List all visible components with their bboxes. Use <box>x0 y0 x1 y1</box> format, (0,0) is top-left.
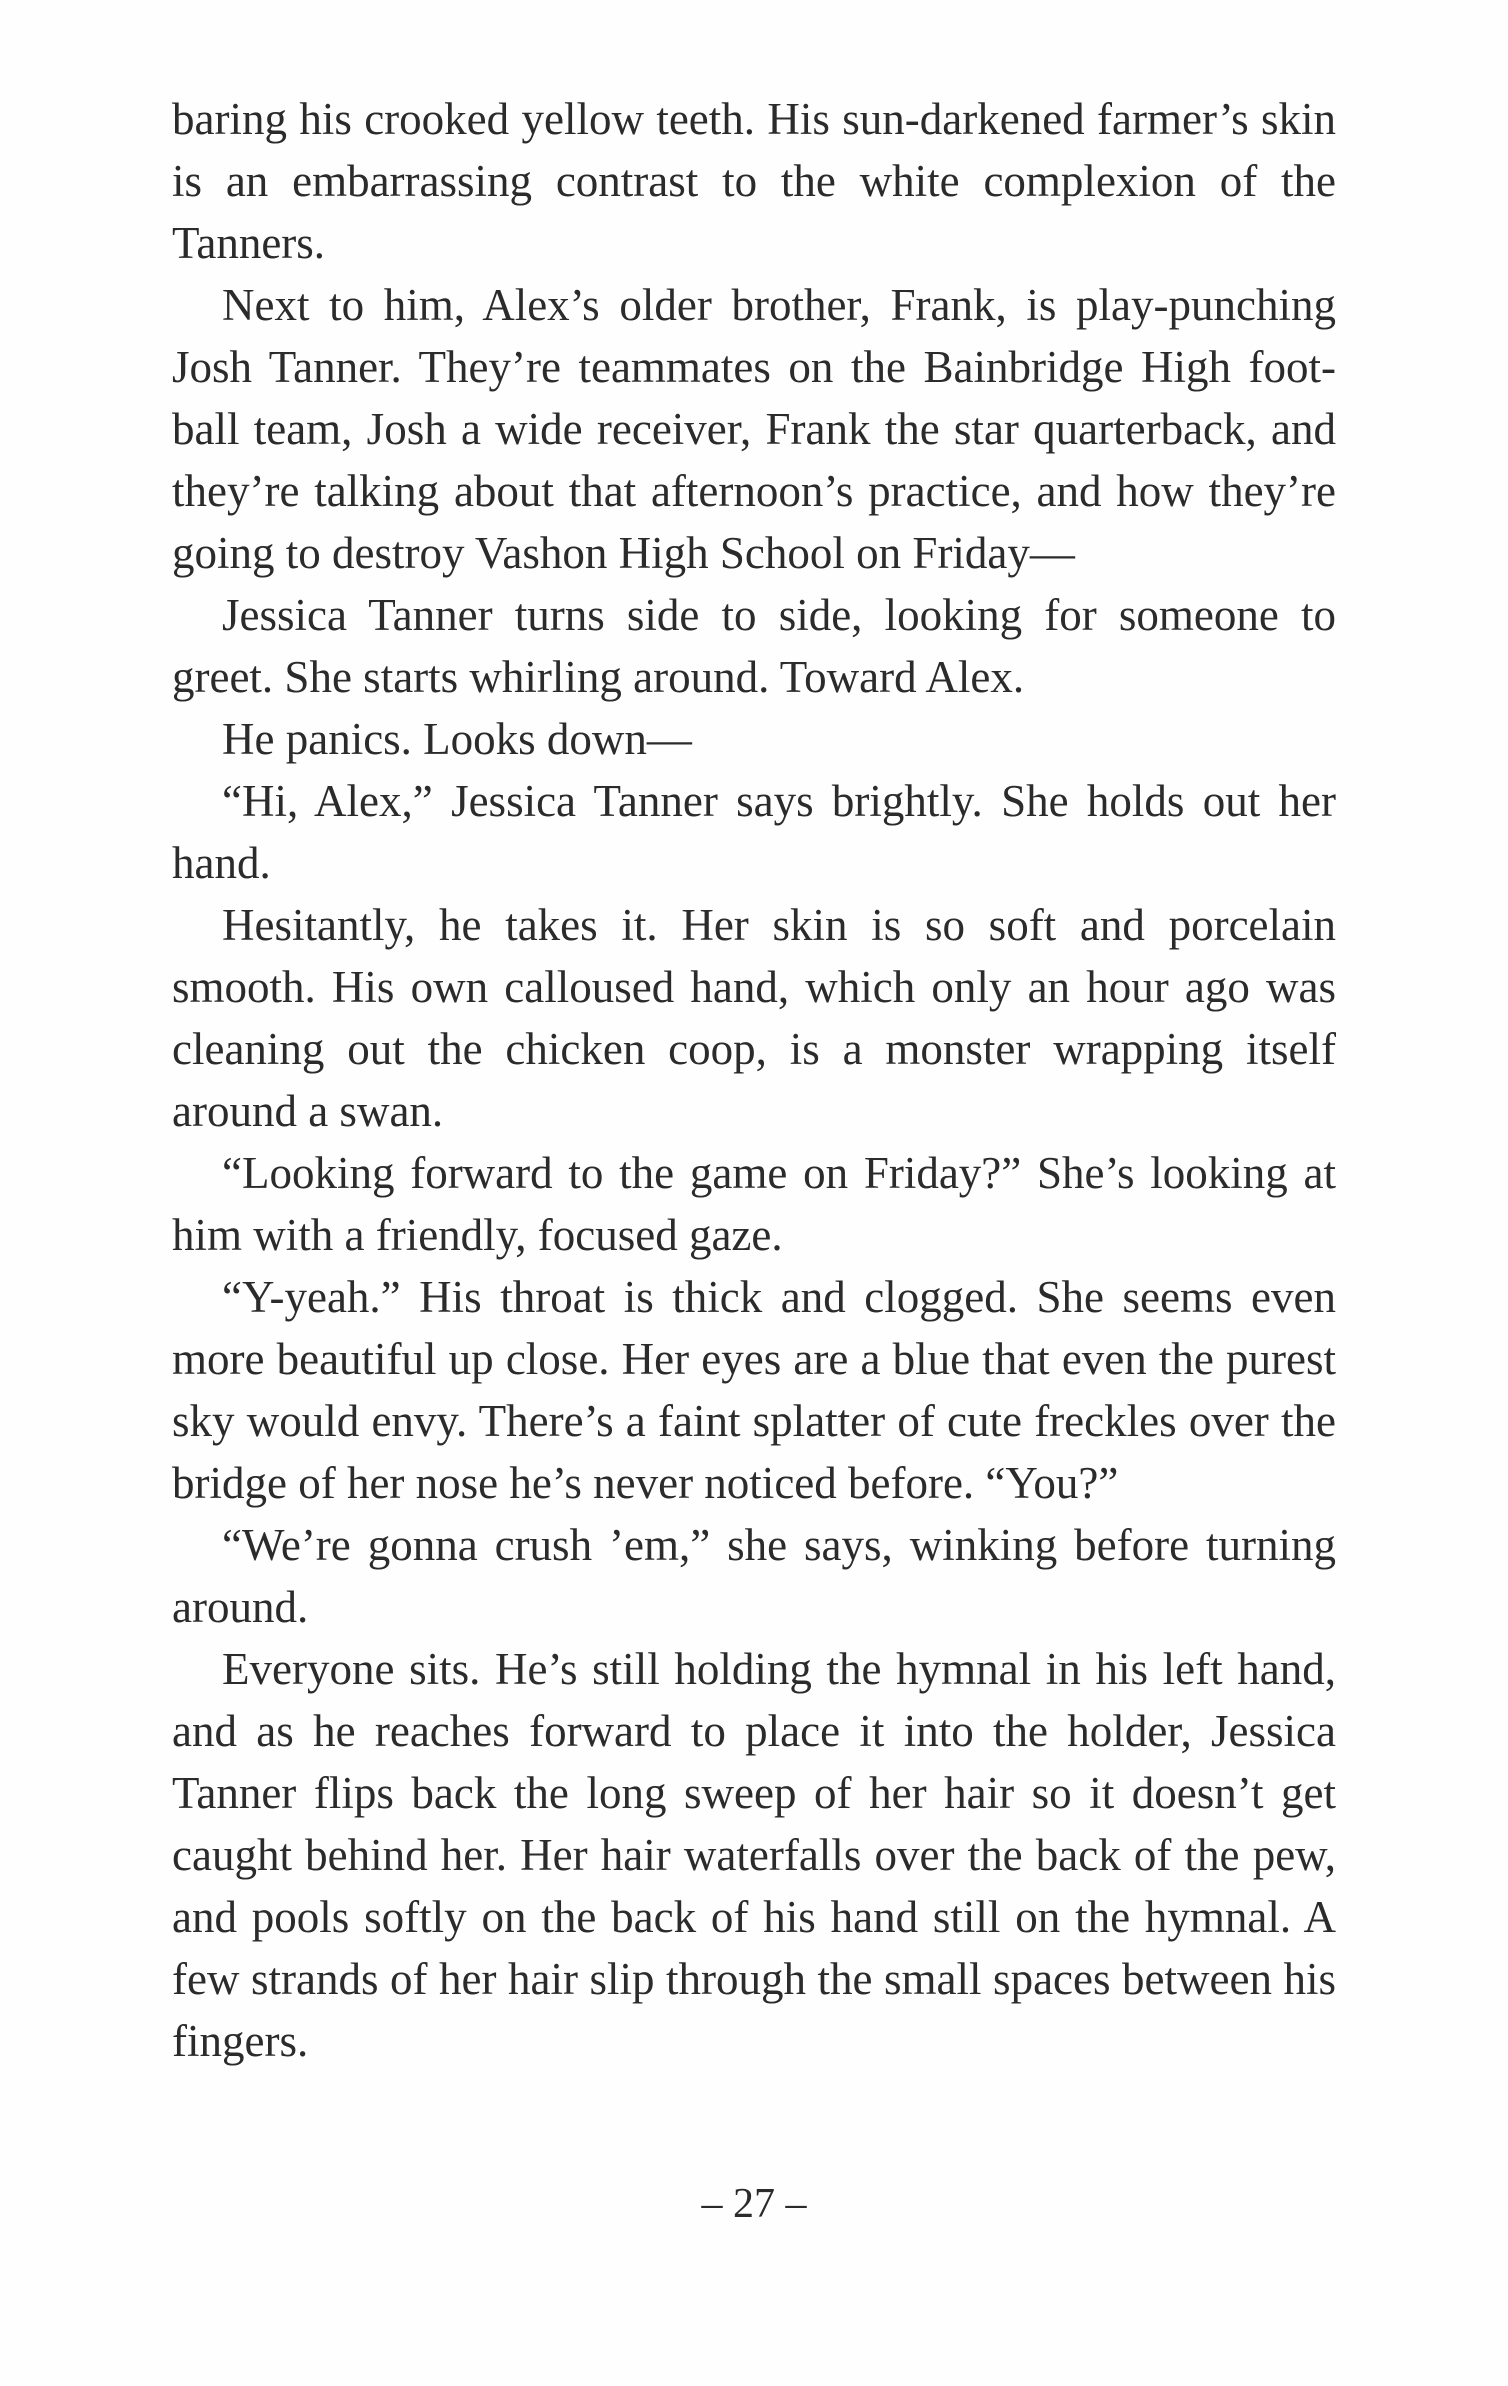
paragraph-1: baring his crooked yellow teeth. His sun-darkened farmer’s skin is an embarrassing contrast to the white complexion of the Tanners. <box>172 94 1336 268</box>
page-number: – 27 – <box>701 2181 807 2227</box>
paragraph-7: “Looking forward to the game on Friday?” She’s looking at him with a friendly, focused gaze. <box>172 1148 1336 1260</box>
paragraph-9: “We’re gonna crush ’em,” she says, winking before turning around. <box>172 1520 1336 1632</box>
paragraph-8: “Y-yeah.” His throat is thick and clogged. She seems even more beautiful up close. Her eyes are a blue that even the purest sky would envy. There’s a faint splatter of cute freckles over the bridge of her nose he’s never noticed before. “You?” <box>172 1272 1336 1508</box>
paragraph-3: Jessica Tanner turns side to side, looking for someone to greet. She starts whirling around. Toward Alex. <box>172 590 1336 702</box>
paragraph-2: Next to him, Alex’s older brother, Frank, is play-punching Josh Tanner. They’re teammates on the Bainbridge High football team, Josh a wide receiver, Frank the star quarterback, and they’re talking about that afternoon’s practice, and how they’re going to destroy Vashon High School on Friday— <box>172 280 1336 578</box>
paragraph-10: Everyone sits. He’s still holding the hymnal in his left hand, and as he reaches forward to place it into the holder, Jessica Tanner flips back the long sweep of her hair so it doesn’t get caught behind her. Her hair waterfalls over the back of the pew, and pools softly on the back of his hand still on the hymnal. A few strands of her hair slip through the small spaces between his fingers. <box>172 1644 1336 2066</box>
paragraph-5: “Hi, Alex,” Jessica Tanner says brightly. She holds out her hand. <box>172 776 1336 888</box>
paragraph-6: Hesitantly, he takes it. Her skin is so soft and porcelain smooth. His own calloused hand, which only an hour ago was cleaning out the chicken coop, is a monster wrapping itself around a swan. <box>172 900 1336 1136</box>
paragraph-4: He panics. Looks down— <box>222 714 692 764</box>
body-text <box>172 88 1336 2072</box>
